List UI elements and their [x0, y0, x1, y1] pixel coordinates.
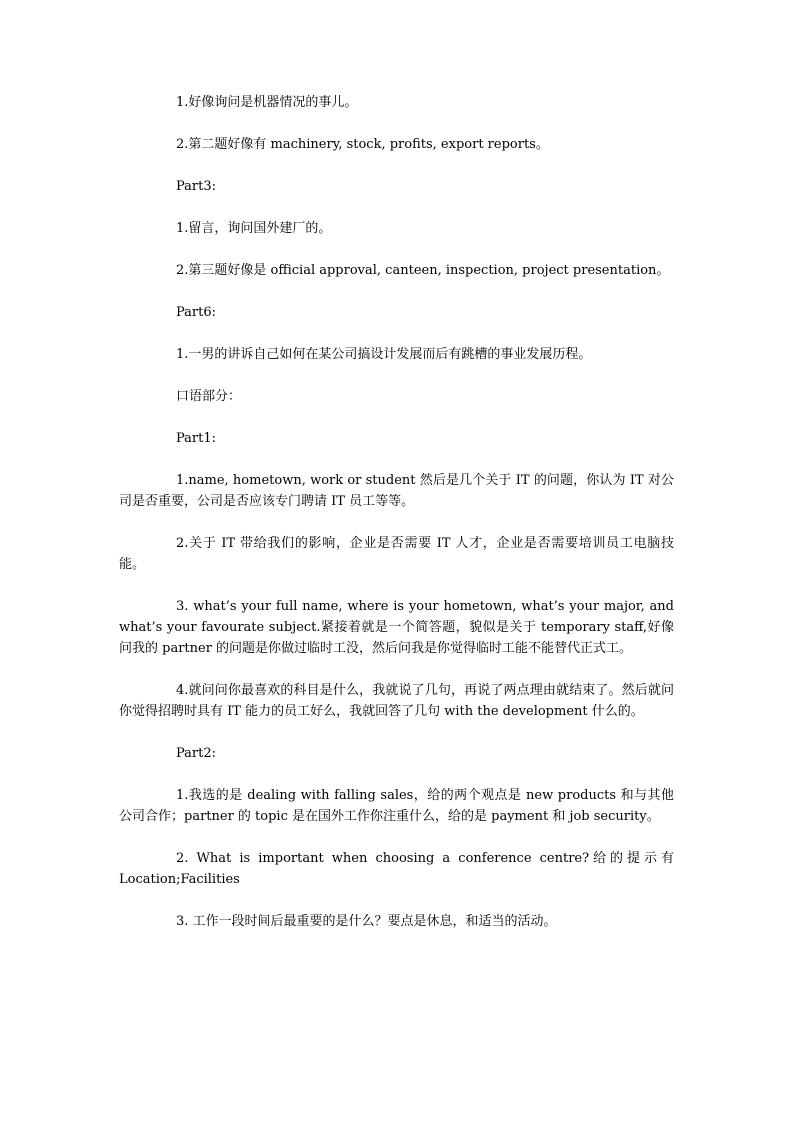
paragraph-11: 2. What is important when choosing a conference centre?给的提示有 Location;Facilities: [119, 851, 674, 887]
section-heading-speaking: 口语部分：: [176, 389, 242, 404]
paragraph-7: 2.关于 IT 带给我们的影响，企业是否需要 IT 人才，企业是否需要培训员工电脑技能。: [119, 536, 674, 572]
document-page: [119, 92, 674, 953]
section-heading-part3: Part3:: [176, 179, 217, 194]
paragraph-2: 2.第二题好像有 machinery, stock, profits, export reports。: [176, 137, 549, 152]
paragraph-3: 1.留言，询问国外建厂的。: [176, 221, 332, 236]
paragraph-6: 1.name, hometown, work or student 然后是几个关于 IT 的问题，你认为 IT 对公司是否重要，公司是否应该专门聘请 IT 员工等等。: [119, 473, 674, 509]
paragraph-10: 1.我选的是 dealing with falling sales，给的两个观点是 new products 和与其他公司合作；partner 的 topic 是在国外工作你注重什么，给的是 payment 和 job security。: [119, 788, 674, 824]
paragraph-12: 3. 工作一段时间后最重要的是什么？要点是休息，和适当的活动。: [176, 914, 557, 929]
section-heading-part2: Part2:: [176, 746, 217, 761]
paragraph-4: 2.第三题好像是 official approval, canteen, inspection, project presentation。: [176, 263, 670, 278]
section-heading-part6: Part6:: [176, 305, 217, 320]
paragraph-5: 1.一男的讲诉自己如何在某公司搞设计发展而后有跳槽的事业发展历程。: [176, 347, 592, 362]
paragraph-1: 1.好像询问是机器情况的事儿。: [176, 95, 358, 110]
paragraph-8: 3. what’s your full name, where is your hometown, what’s your major, and what’s your favourate subject.紧接着就是一个简答题，貌似是关于 temporary staff,好像问我的 partner 的问题是你做过临时工没，然后问我是你觉得临时工能不能替代正式工。: [119, 599, 674, 656]
section-heading-part1: Part1:: [176, 431, 217, 446]
paragraph-9: 4.就问问你最喜欢的科目是什么，我就说了几句，再说了两点理由就结束了。然后就问你觉得招聘时具有 IT 能力的员工好么，我就回答了几句 with the development 什么的。: [119, 683, 674, 719]
